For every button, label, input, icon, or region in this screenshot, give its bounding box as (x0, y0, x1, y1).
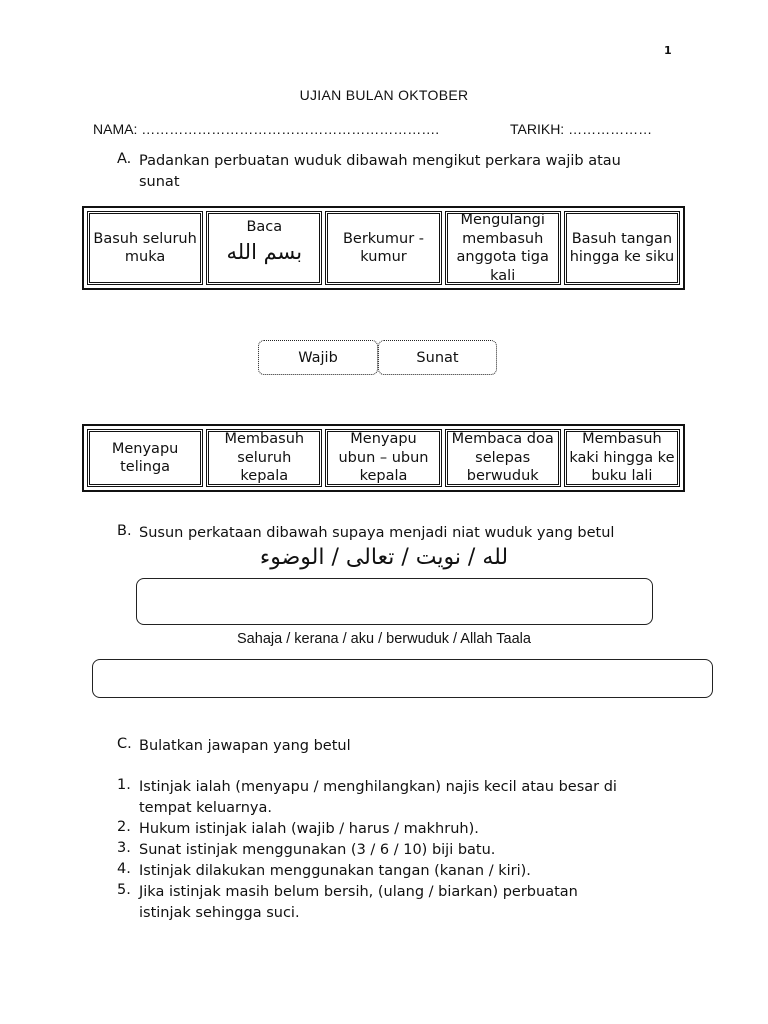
choice-sunat: Sunat (378, 340, 497, 375)
action-cell: Membaca doa selepas berwuduk (445, 429, 561, 487)
question-number: 2. (117, 819, 131, 835)
question-5: Jika istinjak masih belum bersih, (ulang / biarkan) perbuatan istinjak sehingga suci. (139, 884, 578, 921)
section-a-letter: A. (117, 151, 132, 167)
page-title: UJIAN BULAN OKTOBER (299, 87, 469, 103)
arabic-words: لله / نويت / تعالى / الوضوء (259, 545, 509, 570)
question-number: 5. (117, 882, 131, 898)
wudhu-actions-table-2 (82, 424, 685, 492)
question-2: Hukum istinjak ialah (wajib / harus / makhruh). (139, 821, 479, 837)
question-number: 4. (117, 861, 131, 877)
question-number: 3. (117, 840, 131, 856)
section-c-instruction: Bulatkan jawapan yang betul (139, 738, 351, 754)
question-1: Istinjak ialah (menyapu / menghilangkan) najis kecil atau besar di tempat keluarnya. (139, 779, 617, 816)
section-b-instruction: Susun perkataan dibawah supaya menjadi niat wuduk yang betul (139, 525, 615, 541)
date-field: TARIKH: ……………… (510, 121, 653, 137)
action-cell: Baca بسم الله (206, 211, 322, 285)
section-c-letter: C. (117, 736, 132, 752)
section-b-letter: B. (117, 523, 132, 539)
question-4: Istinjak dilakukan menggunakan tangan (kanan / kiri). (139, 863, 531, 879)
name-field: NAMA: ………………………………………………………. (93, 121, 440, 137)
wudhu-actions-table-1 (82, 206, 685, 290)
action-cell: Membasuh kaki hingga ke buku lali (564, 429, 680, 487)
choice-wajib: Wajib (258, 340, 378, 375)
action-cell: Menyapu ubun – ubun kepala (325, 429, 441, 487)
page-number: 1 (664, 44, 672, 57)
action-cell: Membasuh seluruh kepala (206, 429, 322, 487)
arabic-bismillah: بسم الله (226, 239, 303, 264)
action-cell: Mengulangi membasuh anggota tiga kali (445, 211, 561, 285)
arabic-answer-box[interactable] (136, 578, 653, 625)
action-cell: Berkumur - kumur (325, 211, 441, 285)
section-a-instruction: Padankan perbuatan wuduk dibawah mengikut perkara wajib atau sunat (139, 153, 621, 190)
action-cell: Menyapu telinga (87, 429, 203, 487)
question-number: 1. (117, 777, 131, 793)
malay-words: Sahaja / kerana / aku / berwuduk / Allah Taala (237, 631, 531, 647)
action-cell: Basuh seluruh muka (87, 211, 203, 285)
action-cell: Basuh tangan hingga ke siku (564, 211, 680, 285)
question-3: Sunat istinjak menggunakan (3 / 6 / 10) biji batu. (139, 842, 496, 858)
malay-answer-box[interactable] (92, 659, 713, 698)
